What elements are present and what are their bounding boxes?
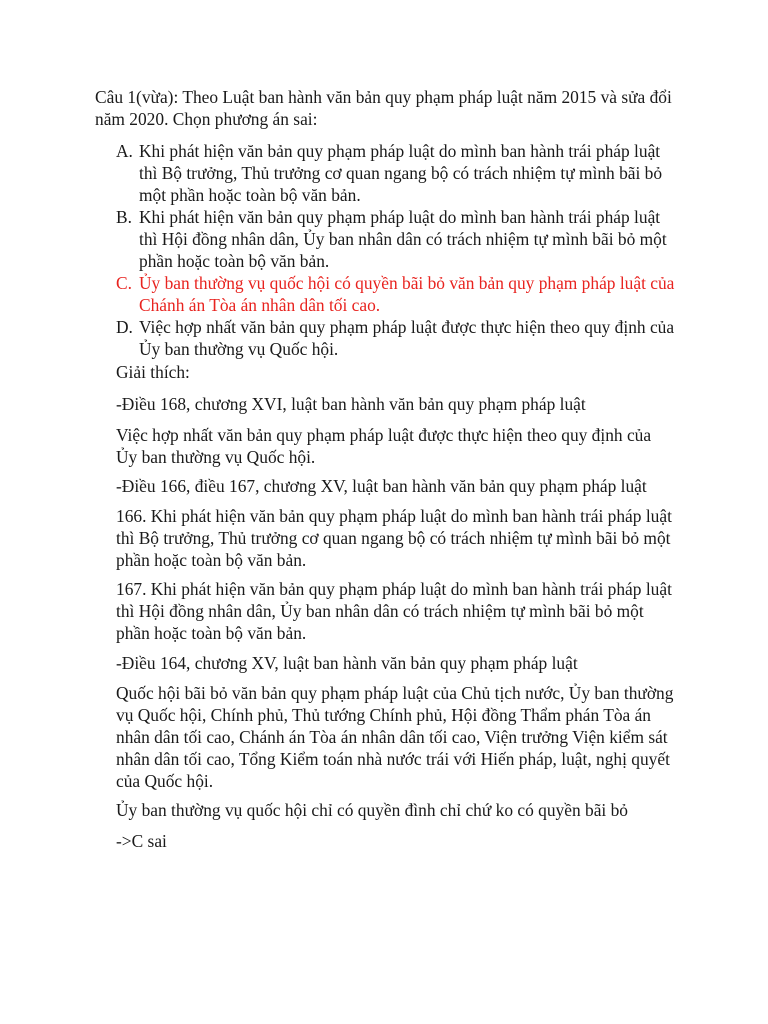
article-164-text: Quốc hội bãi bỏ văn bản quy phạm pháp luật của Chủ tịch nước, Ủy ban thường vụ Quốc hội, Chính phủ, Thủ tướng Chính phủ, Hội đồng Thẩm phán Tòa án nhân dân tối cao, Chánh án Tòa án nhân dân tối cao, Viện trưởng Viện kiểm sát nhân dân tối cao, Tổng Kiểm toán nhà nước trái với Hiến pháp, luật, nghị quyết của Quốc hội. [116,683,674,791]
option-letter: A. [116,141,133,161]
explanation-heading: Giải thích: [116,362,190,382]
option-d [116,316,676,360]
explanation-note: Ủy ban thường vụ quốc hội chỉ có quyền đình chỉ chứ ko có quyền bãi bỏ [116,800,628,820]
question-text: Câu 1(vừa): Theo Luật ban hành văn bản quy phạm pháp luật năm 2015 và sửa đổi năm 2020. Chọn phương án sai: [95,87,672,129]
option-text: Ủy ban thường vụ quốc hội có quyền bãi bỏ văn bản quy phạm pháp luật của Chánh án Tòa án nhân dân tối cao. [139,273,675,315]
option-text: Khi phát hiện văn bản quy phạm pháp luật do mình ban hành trái pháp luật thì Hội đồng nhân dân, Ủy ban nhân dân có trách nhiệm tự mình bãi bỏ một phần hoặc toàn bộ văn bản. [139,207,667,271]
reference-article-164: -Điều 164, chương XV, luật ban hành văn bản quy phạm pháp luật [116,653,578,673]
conclusion: ->C sai [116,831,167,851]
answer-options [116,140,676,360]
reference-article-168: -Điều 168, chương XVI, luật ban hành văn bản quy phạm pháp luật [116,394,586,414]
article-166-text: 166. Khi phát hiện văn bản quy phạm pháp luật do mình ban hành trái pháp luật thì Bộ trưởng, Thủ trưởng cơ quan ngang bộ có trách nhiệm tự mình bãi bỏ một phần hoặc toàn bộ văn bản. [116,506,672,570]
option-text: Khi phát hiện văn bản quy phạm pháp luật do mình ban hành trái pháp luật thì Bộ trưởng, Thủ trưởng cơ quan ngang bộ có trách nhiệm tự mình bãi bỏ một phần hoặc toàn bộ văn bản. [139,141,663,205]
article-167-text: 167. Khi phát hiện văn bản quy phạm pháp luật do mình ban hành trái pháp luật thì Hội đồng nhân dân, Ủy ban nhân dân có trách nhiệm tự mình bãi bỏ một phần hoặc toàn bộ văn bản. [116,579,672,643]
option-text: Việc hợp nhất văn bản quy phạm pháp luật được thực hiện theo quy định của Ủy ban thường vụ Quốc hội. [139,317,675,359]
option-letter: C. [116,273,132,293]
option-a [116,140,676,206]
option-b [116,206,676,272]
option-letter: B. [116,207,132,227]
option-c-correct-answer [116,272,676,316]
reference-article-166-167: -Điều 166, điều 167, chương XV, luật ban hành văn bản quy phạm pháp luật [116,476,647,496]
option-letter: D. [116,317,133,337]
article-168-text: Việc hợp nhất văn bản quy phạm pháp luật được thực hiện theo quy định của Ủy ban thường vụ Quốc hội. [116,425,652,467]
